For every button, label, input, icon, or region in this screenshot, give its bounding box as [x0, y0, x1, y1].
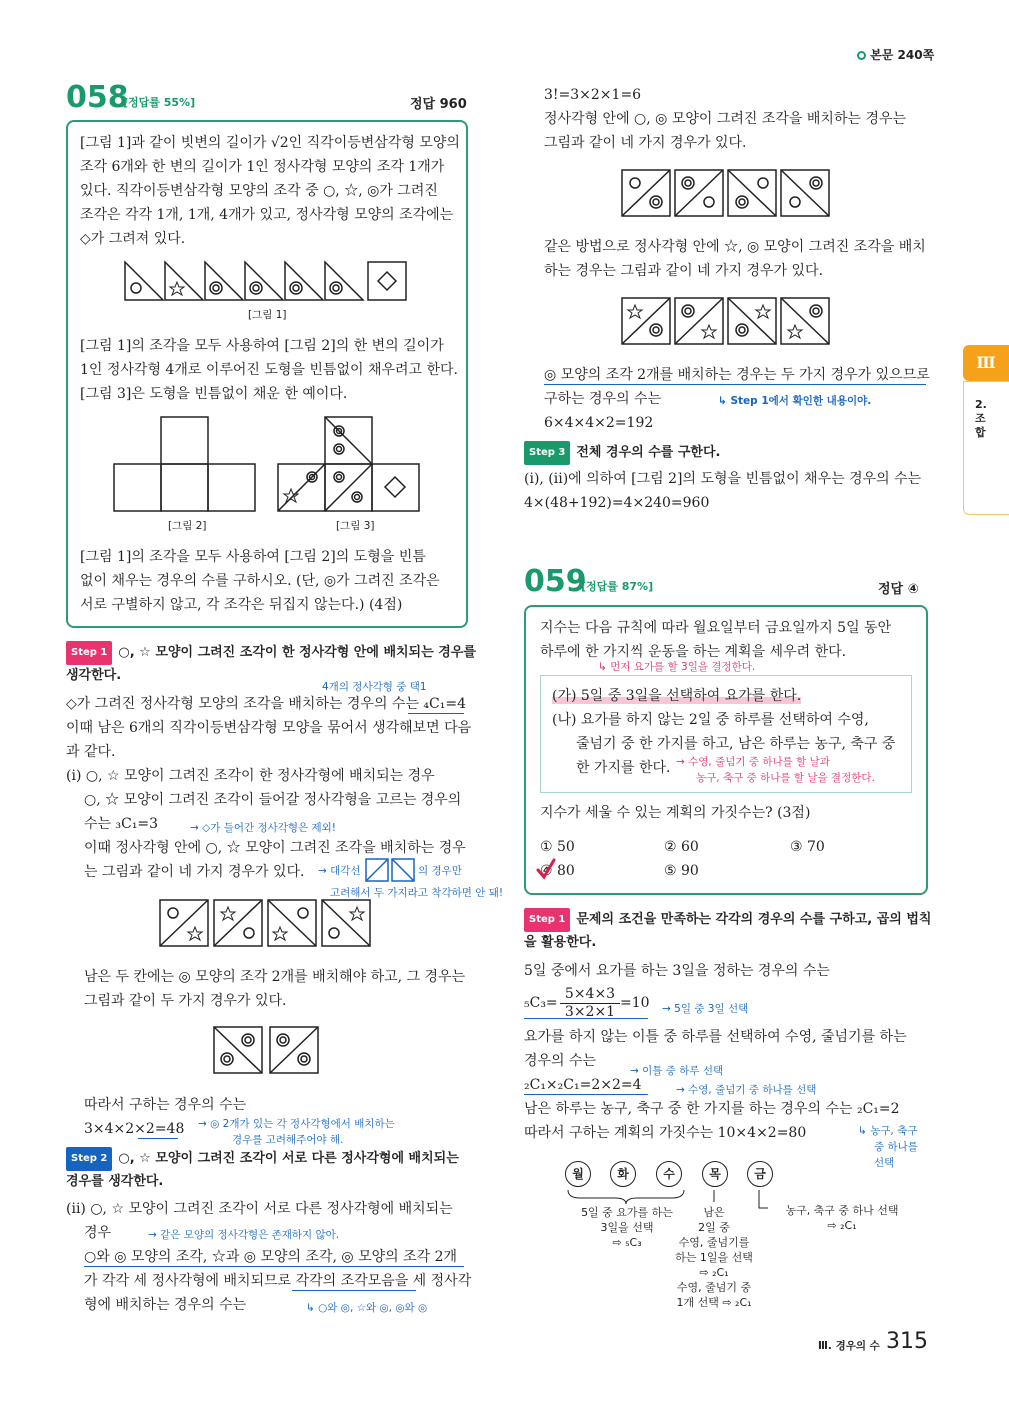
answer-058: 정답 960: [410, 97, 467, 112]
day-thursday: 목: [702, 1161, 728, 1187]
solution-059-line-3: 요가를 하지 않는 이틀 중 하루를 선택하여 수영, 줄넘기를 하는: [524, 1029, 907, 1045]
page-reference: 본문 240쪽: [857, 46, 934, 63]
question-058-line-10: 없이 채우는 경우의 수를 구하시오. (단, ◎가 그려진 조각은: [80, 573, 440, 589]
note-basketball-soccer-c: 선택: [874, 1157, 895, 1169]
solution-058-line-8: 는 그림과 같이 네 가지 경우가 있다.: [84, 864, 305, 880]
note-pair-types: ↳ ○와 ◎, ☆와 ◎, ◎와 ◎: [306, 1302, 428, 1314]
day-friday: 금: [747, 1161, 773, 1187]
step-1-heading-058: Step 1 ○, ☆ 모양이 그려진 조각이 한 정사각형 안에 배치되는 경우를: [66, 641, 476, 665]
note-double-circle-b: 경우를 고려해주어야 해.: [232, 1134, 344, 1146]
step-2-heading-058-cont: 경우를 생각한다.: [66, 1174, 164, 1189]
note-choose-3-of-5: → 5일 중 3일 선택: [662, 1003, 749, 1015]
star-doublecircle-arrangements: [620, 296, 835, 346]
circle-doublecircle-arrangements: [620, 168, 835, 218]
choice-4[interactable]: ④ 80: [540, 863, 575, 879]
solution-058-line-5: ○, ☆ 모양이 그려진 조각이 들어갈 정사각형을 고르는 경우의: [84, 792, 462, 808]
note-no-same-square: → 같은 모양의 정사각형은 존재하지 않아.: [148, 1229, 340, 1241]
question-058-line-5: ◇가 그려져 있다.: [80, 231, 186, 247]
solution-058-line-17: 형에 배치하는 경우의 수는: [84, 1297, 247, 1313]
diagram-yoga: 5일 중 요가를 하는 3일을 선택 ⇨ ₅C₃: [581, 1206, 673, 1249]
question-058-line-4: 조각은 각각 1개, 1개, 4개가 있고, 정사각형 모양의 조각에는: [80, 207, 454, 223]
rule-na-1: (나) 요가를 하지 않는 2일 중 하루를 선택하여 수영,: [552, 712, 869, 728]
note-basketball-soccer-a: ↳ 농구, 축구: [858, 1125, 918, 1137]
figure-2-shape: [112, 415, 262, 515]
question-059-line-3: 지수가 세울 수 있는 계획의 가짓수는? (3점): [540, 805, 811, 821]
note-step1-check: ↳ Step 1에서 확인한 내용이야.: [718, 395, 872, 407]
fraction: [560, 986, 620, 1021]
note-rule-na-b: 농구, 축구 중 하나를 할 날을 결정한다.: [696, 772, 875, 784]
right-line-9: (i), (ii)에 의하여 [그림 2]의 도형을 빈틈없이 채우는 경우의 수는: [524, 471, 922, 487]
underline-4c1: [408, 713, 464, 714]
right-line-2: 정사각형 안에 ○, ◎ 모양이 그려진 조각을 배치하는 경우는: [544, 111, 907, 127]
right-line-8: 6×4×4×2=192: [544, 415, 654, 431]
question-058-line-1: [그림 1]과 같이 빗변의 길이가 √2인 직각이등변삼각형 모양의: [80, 135, 460, 151]
step-3-heading: Step 3 전체 경우의 수를 구한다.: [524, 441, 720, 465]
note-exclude-diamond: → ◇가 들어간 정사각형은 제외!: [190, 822, 337, 834]
right-line-7: 구하는 경우의 수는: [544, 391, 662, 407]
question-058-line-8: [그림 3]은 도형을 빈틈없이 채운 한 예이다.: [80, 386, 348, 402]
solution-058-line-6: 수는 ₃C₁=3: [84, 816, 159, 832]
question-059-line-2: 하루에 한 가지씩 운동을 하는 계획을 세우려 한다.: [540, 644, 847, 660]
underline-2x2: [138, 1138, 178, 1139]
solution-058-line-3: 과 같다.: [66, 744, 116, 760]
solution-059-line-4: 경우의 수는: [524, 1053, 597, 1069]
question-059-line-1: 지수는 다음 규칙에 따라 월요일부터 금요일까지 5일 동안: [540, 620, 892, 636]
note-rule-na-a: → 수영, 줄넘기 중 하나를 할 날과: [676, 756, 830, 768]
circle-star-arrangements: [158, 898, 378, 948]
solution-058-line-16: 가 각각 세 정사각형에 배치되므로 각각의 조각모음을 세 정사각: [84, 1273, 472, 1289]
right-line-10: 4×(48+192)=4×240=960: [524, 495, 710, 511]
step-1-heading-058-cont: 생각한다.: [66, 668, 122, 683]
solution-058-line-15: ○와 ◎ 모양의 조각, ☆과 ◎ 모양의 조각, ◎ 모양의 조각 2개: [84, 1249, 458, 1265]
note-diagonal-a: → 대각선: [318, 865, 361, 877]
choice-5[interactable]: ⑤ 90: [664, 863, 699, 879]
solution-058-line-1: ◇가 그려진 정사각형 모양의 조각을 배치하는 경우의 수는 ₄C₁=4: [66, 696, 466, 712]
problem-number-058: 058: [66, 80, 129, 115]
chapter-tab: Ⅲ: [963, 345, 1009, 381]
problem-number-059: 059: [524, 564, 587, 599]
right-line-5: 하는 경우는 그림과 같이 네 가지 경우가 있다.: [544, 263, 824, 279]
solution-058-line-12: 3×4×2×2=48: [84, 1121, 185, 1137]
step-2-heading-058: Step 2 ○, ☆ 모양이 그려진 조각이 서로 다른 정사각형에 배치되는: [66, 1147, 459, 1171]
step-1-heading-059-cont: 을 활용한다.: [524, 935, 597, 950]
rule-ga: (가) 5일 중 3일을 선택하여 요가를 한다.: [552, 688, 802, 704]
solution-058-line-10: 그림과 같이 두 가지 경우가 있다.: [84, 993, 287, 1009]
underline-5c3: [524, 1018, 648, 1019]
page-number: 315: [886, 1329, 928, 1354]
underline-groups: [292, 1290, 416, 1291]
note-double-circle-a: → ◎ 2개가 있는 각 정사각형에서 배치하는: [198, 1118, 395, 1130]
note-yoga-first: ↳ 먼저 요가를 할 3일을 결정한다.: [598, 661, 756, 673]
right-line-4: 같은 방법으로 정사각형 안에 ☆, ◎ 모양이 그려진 조각을 배치: [544, 239, 926, 255]
note-swim-jumprope: → 수영, 줄넘기 중 하나를 선택: [676, 1084, 817, 1096]
answer-059: 정답 ④: [878, 582, 919, 597]
note-basketball-soccer-b: 중 하나를: [874, 1141, 918, 1153]
footer-chapter: Ⅲ. 경우의 수: [818, 1340, 880, 1352]
right-line-3: 그림과 같이 네 가지 경우가 있다.: [544, 135, 747, 151]
question-058-line-7: 1인 정사각형 4개로 이루어진 도형을 빈틈없이 채우려고 한다.: [80, 362, 458, 378]
solution-059-line-5: ₂C₁×₂C₁=2×2=4: [524, 1077, 642, 1093]
rule-na-2: 줄넘기 중 한 가지를 하고, 남은 하루는 농구, 축구 중: [576, 736, 896, 752]
circle-bullet-icon: [857, 51, 866, 60]
correct-rate-058: [정답률 55%]: [123, 96, 196, 109]
question-058-line-2: 조각 6개와 한 변의 길이가 1인 정사각형 모양의 조각 1개가: [80, 159, 445, 175]
question-058-line-9: [그림 1]의 조각을 모두 사용하여 [그림 2]의 도형을 빈틈: [80, 549, 426, 565]
fraction-numerator: 5×4×3: [560, 986, 620, 1004]
solution-058-line-7: 이때 정사각형 안에 ○, ☆ 모양이 그려진 조각을 배치하는 경우: [84, 840, 466, 856]
solution-058-line-2: 이때 남은 6개의 직각이등변삼각형 모양을 묶어서 생각해보면 다음: [66, 720, 472, 736]
right-line-1: 3!=3×2×1=6: [544, 87, 642, 103]
solution-059-line-6: 남은 하루는 농구, 축구 중 한 가지를 하는 경우의 수는 ₂C₁=2: [524, 1101, 900, 1117]
fraction-denominator: 3×2×1: [564, 1004, 616, 1020]
step-1-badge-059: Step 1: [524, 908, 570, 932]
underline-pairs: [84, 1266, 464, 1267]
question-058-line-3: 있다. 직각이등변삼각형 모양의 조각 중 ○, ☆, ◎가 그려진: [80, 183, 438, 199]
solution-058-line-14: 경우: [84, 1225, 112, 1241]
step-2-badge: Step 2: [66, 1147, 112, 1171]
section-label: 2. 조합: [975, 398, 987, 439]
solution-059-line-1: 5일 중에서 요가를 하는 3일을 정하는 경우의 수는: [524, 963, 830, 979]
question-058-line-11: 서로 구별하지 않고, 각 조각은 뒤집지 않는다.) (4점): [80, 597, 403, 613]
day-wednesday: 수: [656, 1161, 682, 1187]
day-monday: 월: [565, 1161, 591, 1187]
solution-058-line-4: (i) ○, ☆ 모양이 그려진 조각이 한 정사각형에 배치되는 경우: [66, 768, 435, 784]
step-3-badge: Step 3: [524, 441, 570, 465]
choice-1[interactable]: ① 50: [540, 839, 575, 855]
correct-rate-059: [정답률 87%]: [581, 580, 654, 593]
note-choose-one-day: → 이틀 중 하루 선택: [630, 1065, 724, 1077]
double-circle-arrangements: [212, 1025, 324, 1075]
diagram-swim: 남은 2일 중 수영, 줄넘기를 하는 1일을 선택 ⇨ ₂C₁ 수영, 줄넘기 중 1개 선택 ⇨ ₂C₁: [675, 1206, 753, 1309]
figure-3-example: [277, 415, 427, 515]
rule-na-3: 한 가지를 한다.: [576, 760, 671, 776]
solution-058-line-13: (ii) ○, ☆ 모양이 그려진 조각이 서로 다른 정사각형에 배치되는: [66, 1201, 453, 1217]
solution-059-eq10: =10: [620, 995, 650, 1011]
solution-058-line-9: 남은 두 칸에는 ◎ 모양의 조각 2개를 배치해야 하고, 그 경우는: [84, 969, 466, 985]
step-1-badge: Step 1: [66, 641, 112, 665]
choice-3[interactable]: ③ 70: [790, 839, 825, 855]
diagonal-squares-icon: [365, 858, 417, 882]
figure-3-caption: [그림 3]: [336, 520, 375, 532]
question-058-line-6: [그림 1]의 조각을 모두 사용하여 [그림 2]의 한 변의 길이가: [80, 338, 444, 354]
day-tuesday: 화: [610, 1161, 636, 1187]
check-mark-icon: [536, 858, 556, 880]
right-line-6: ◎ 모양의 조각 2개를 배치하는 경우는 두 가지 경우가 있으므로: [544, 367, 930, 383]
solution-059-line-7: 따라서 구하는 계획의 가짓수는 10×4×2=80: [524, 1125, 807, 1141]
solution-058-line-11: 따라서 구하는 경우의 수는: [84, 1097, 247, 1113]
figure-2-caption: [그림 2]: [168, 520, 207, 532]
choice-2[interactable]: ② 60: [664, 839, 699, 855]
solution-059-5c3: ₅C₃=: [524, 995, 558, 1011]
diagram-ball: 농구, 축구 중 하나 선택 ⇨ ₂C₁: [785, 1204, 899, 1232]
note-diagonal-c: 고려해서 두 가지라고 착각하면 안 돼!: [330, 887, 504, 899]
figure-1-caption: [그림 1]: [248, 309, 287, 321]
underline-2c1x2c1: [524, 1094, 648, 1095]
figure-1-pieces: [120, 260, 420, 305]
note-choose-one-of-four: 4개의 정사각형 중 택1: [322, 681, 427, 693]
underline-r6: [544, 384, 926, 385]
note-diagonal-b: 의 경우만: [418, 865, 462, 877]
step-1-heading-059: Step 1 문제의 조건을 만족하는 각각의 경우의 수를 구하고, 곱의 법칙: [524, 908, 931, 932]
